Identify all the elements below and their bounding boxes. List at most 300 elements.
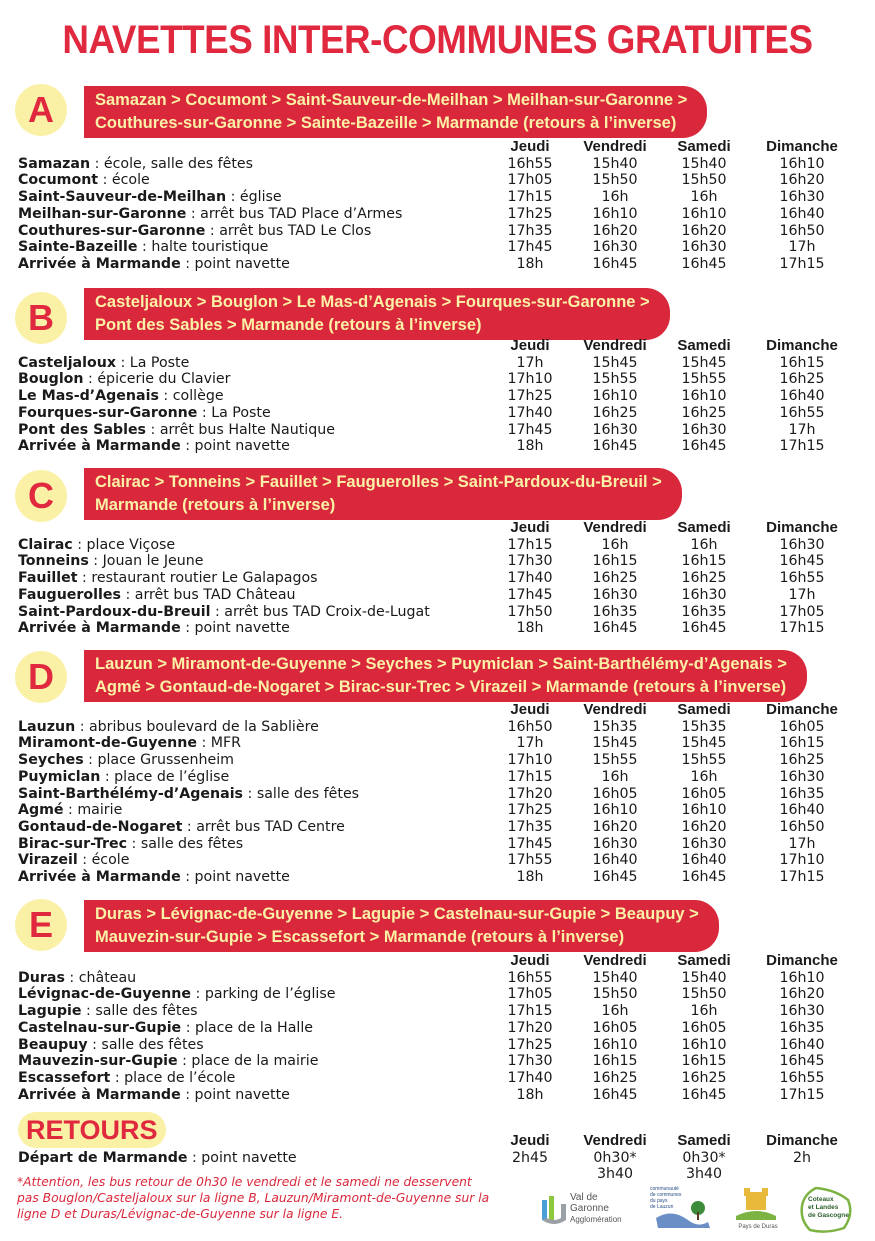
- table-row: [18, 970, 858, 987]
- route-banner: [84, 288, 670, 340]
- stop-name: Pont des Sables: [18, 421, 147, 438]
- time-cell: 15h50: [681, 172, 727, 189]
- schedule-table: [18, 953, 858, 1103]
- communaute-lauzun-logo: [650, 1186, 720, 1232]
- time-cell: 15h40: [592, 155, 638, 172]
- stop-name: Seyches: [18, 752, 84, 769]
- stop-name: Lagupie: [18, 1003, 82, 1020]
- table-row: [18, 256, 858, 273]
- time-cell: 17h45: [507, 586, 553, 603]
- time-cell: 16h25: [592, 570, 638, 587]
- table-row: [18, 1070, 858, 1087]
- day-header: Vendredi: [583, 1132, 647, 1149]
- time-cell: 16h45: [681, 438, 727, 455]
- time-cell: 16h30: [592, 835, 638, 852]
- time-cell: 17h: [788, 586, 816, 603]
- line-letter-badge: B: [15, 292, 67, 344]
- line-letter-badge: C: [15, 470, 67, 522]
- time-cell: 15h55: [681, 752, 727, 769]
- time-cell: 16h: [690, 768, 718, 785]
- time-cell: 17h: [516, 735, 544, 752]
- time-cell: 16h40: [681, 852, 727, 869]
- table-row: [18, 836, 858, 853]
- table-row: [18, 206, 858, 223]
- table-row: [18, 604, 858, 621]
- route-line: Mauvezin-sur-Gupie > Escassefort > Marmande (retours à l’inverse): [95, 928, 625, 946]
- table-row: [18, 172, 858, 189]
- stop-place: : halte touristique: [137, 239, 269, 256]
- time-cell: 15h45: [681, 735, 727, 752]
- table-row: [18, 1053, 858, 1070]
- time-cell: 16h40: [779, 388, 825, 405]
- day-header: Dimanche: [766, 1132, 838, 1149]
- time-cell: 18h: [516, 1086, 544, 1103]
- time-cell: 18h: [516, 255, 544, 272]
- time-cell: 17h25: [507, 1036, 553, 1053]
- time-cell: 16h05: [681, 785, 727, 802]
- time-cell: 16h: [690, 1003, 718, 1020]
- time-cell: 2h: [792, 1149, 812, 1166]
- val-de-garonne-logo: [540, 1192, 630, 1232]
- time-cell: 16h15: [779, 735, 825, 752]
- time-cell: 16h15: [681, 553, 727, 570]
- stop-place: : salle des fêtes: [243, 785, 360, 802]
- stop-place: : salle des fêtes: [81, 1003, 198, 1020]
- time-cell: 16h10: [592, 802, 638, 819]
- stop-name: Clairac: [18, 536, 73, 553]
- time-cell: 17h05: [779, 603, 825, 620]
- table-row: [18, 735, 858, 752]
- stop-place: : point navette: [180, 1086, 290, 1103]
- stop-name: Meilhan-sur-Garonne: [18, 205, 187, 222]
- stop-name: Castelnau-sur-Gupie: [18, 1019, 182, 1036]
- time-cell: 16h30: [592, 239, 638, 256]
- time-cell: 16h30: [592, 586, 638, 603]
- time-cell: 16h10: [681, 802, 727, 819]
- time-cell: 16h: [690, 536, 718, 553]
- route-line: Lauzun > Miramont-de-Guyenne > Seyches > Puymiclan > Saint-Barthélémy-d’Agenais >: [95, 655, 787, 673]
- stop-name: Arrivée à Marmande: [18, 438, 181, 455]
- time-cell: 16h25: [592, 1069, 638, 1086]
- time-cell: 17h15: [779, 1086, 825, 1103]
- logo-text: Agglomération: [570, 1215, 622, 1224]
- table-row: [18, 852, 858, 869]
- day-header: Jeudi: [510, 138, 550, 155]
- time-cell: 16h15: [592, 553, 638, 570]
- time-cell: 16h20: [681, 818, 727, 835]
- day-header: Jeudi: [510, 701, 550, 718]
- time-cell: 16h10: [779, 155, 825, 172]
- stop-name: Virazeil: [18, 852, 78, 869]
- time-cell: 15h40: [681, 155, 727, 172]
- time-cell: 16h30: [779, 536, 825, 553]
- day-header: Jeudi: [510, 952, 550, 969]
- time-cell: 16h30: [779, 768, 825, 785]
- logo-text: du pays: [650, 1198, 668, 1204]
- time-cell: 16h20: [592, 818, 638, 835]
- time-cell: 17h35: [507, 222, 553, 239]
- stop-name: Arrivée à Marmande: [18, 255, 181, 272]
- time-cell: 18h: [516, 438, 544, 455]
- time-cell: 16h45: [592, 869, 638, 886]
- stop-place: : La Poste: [197, 404, 271, 421]
- time-cell: [748, 1166, 856, 1183]
- day-header: Vendredi: [583, 519, 647, 536]
- time-cell: 16h55: [507, 969, 553, 986]
- logo-text: Garonne: [570, 1203, 609, 1214]
- time-cell: 16h25: [681, 570, 727, 587]
- day-header: Vendredi: [583, 952, 647, 969]
- stop-name: Saint-Pardoux-du-Breuil: [18, 603, 211, 620]
- stop-name: Sainte-Bazeille: [18, 239, 138, 256]
- table-row: [18, 388, 858, 405]
- time-cell: 15h50: [681, 986, 727, 1003]
- time-cell: 16h20: [681, 222, 727, 239]
- time-cell: 16h30: [592, 421, 638, 438]
- val-de-garonne-icon: [540, 1194, 568, 1228]
- route-line: Couthures-sur-Garonne > Sainte-Bazeille > Marmande (retours à l’inverse): [95, 114, 677, 132]
- time-cell: 16h50: [779, 818, 825, 835]
- stop-name: Bouglon: [18, 371, 84, 388]
- stop-place: : arrêt bus TAD Château: [120, 586, 296, 603]
- day-header-row: [18, 338, 858, 355]
- stop-name: Le Mas-d’Agenais: [18, 388, 159, 405]
- day-header: Vendredi: [583, 337, 647, 354]
- time-cell: 16h55: [779, 1069, 825, 1086]
- table-row: [18, 719, 858, 736]
- schedule-table: [18, 139, 858, 273]
- table-row: [18, 752, 858, 769]
- logo-text: et Landes: [808, 1204, 839, 1211]
- logo-text: de communes: [650, 1192, 682, 1198]
- pays-de-duras-logo: [736, 1188, 780, 1232]
- time-cell: 16h45: [592, 255, 638, 272]
- time-cell: 17h50: [507, 603, 553, 620]
- stop-name: Casteljaloux: [18, 354, 116, 371]
- time-cell: 17h10: [507, 371, 553, 388]
- time-cell: 17h: [516, 354, 544, 371]
- time-cell: 16h45: [681, 869, 727, 886]
- time-cell: 17h25: [507, 388, 553, 405]
- line-letter-badge: E: [15, 899, 67, 951]
- day-header: Jeudi: [510, 337, 550, 354]
- stop-place: : salle des fêtes: [87, 1036, 204, 1053]
- line-letter-badge: A: [15, 84, 67, 136]
- route-line: Agmé > Gontaud-de-Nogaret > Birac-sur-Trec > Virazeil > Marmande (retours à l’inverse): [95, 678, 787, 696]
- time-cell: 16h55: [779, 570, 825, 587]
- logo-text: de Lauzun: [650, 1204, 674, 1210]
- day-header: Dimanche: [766, 337, 838, 354]
- stop-name: Fauguerolles: [18, 586, 121, 603]
- time-cell: 16h25: [779, 752, 825, 769]
- stop-name: Fauillet: [18, 570, 78, 587]
- time-cell: 16h50: [507, 718, 553, 735]
- day-header: Vendredi: [583, 701, 647, 718]
- day-header-row: [18, 702, 858, 719]
- day-header: Dimanche: [766, 701, 838, 718]
- day-header-row: [18, 953, 858, 970]
- table-row: [18, 355, 858, 372]
- stop-name: Fourques-sur-Garonne: [18, 404, 198, 421]
- time-cell: 16h45: [779, 553, 825, 570]
- time-cell: 3h40: [596, 1166, 634, 1183]
- time-cell: 16h50: [779, 222, 825, 239]
- stop-name: Cocumont: [18, 172, 99, 189]
- time-cell: 17h15: [779, 438, 825, 455]
- stop-place: : place Grussenheim: [83, 752, 234, 769]
- time-cell: 18h: [516, 869, 544, 886]
- time-cell: 16h30: [681, 421, 727, 438]
- schedule-table: [18, 520, 858, 637]
- table-row: [18, 869, 858, 886]
- route-banner: [84, 468, 682, 520]
- time-cell: 16h45: [681, 1086, 727, 1103]
- stop-name: Escassefort: [18, 1069, 111, 1086]
- table-row: [18, 156, 858, 173]
- stop-place: : arrêt bus TAD Le Clos: [205, 222, 372, 239]
- time-cell: 18h: [516, 620, 544, 637]
- line-letter-badge: D: [15, 651, 67, 703]
- route-line: Marmande (retours à l’inverse): [95, 496, 336, 514]
- logo-text: de Gascogne: [808, 1212, 849, 1219]
- stop-place: : point navette: [187, 1149, 297, 1166]
- time-cell: 16h25: [681, 404, 727, 421]
- time-cell: 16h35: [592, 603, 638, 620]
- time-cell: 16h30: [779, 1003, 825, 1020]
- time-cell: 15h55: [592, 371, 638, 388]
- stop-name: Mauvezin-sur-Gupie: [18, 1053, 178, 1070]
- stop-place: : parking de l’église: [191, 986, 336, 1003]
- day-header: Samedi: [677, 337, 731, 354]
- schedule-table: [18, 338, 858, 455]
- table-row: [18, 1020, 858, 1037]
- day-header-row: [18, 1133, 858, 1150]
- time-cell: 16h55: [779, 404, 825, 421]
- stop-place: : place de la Halle: [181, 1019, 314, 1036]
- stop-name: Arrivée à Marmande: [18, 620, 181, 637]
- time-cell: 15h55: [592, 752, 638, 769]
- route-line: Clairac > Tonneins > Fauillet > Fauguerolles > Saint-Pardoux-du-Breuil >: [95, 473, 662, 491]
- stop-name: Birac-sur-Trec: [18, 835, 128, 852]
- time-cell: 16h45: [779, 1053, 825, 1070]
- time-cell: 17h45: [507, 421, 553, 438]
- table-row: [18, 405, 858, 422]
- route-banner: [84, 650, 807, 702]
- table-row: [18, 438, 858, 455]
- time-cell: 15h50: [592, 986, 638, 1003]
- time-cell: 17h: [788, 835, 816, 852]
- time-cell: 17h15: [779, 620, 825, 637]
- partner-logos: [540, 1186, 860, 1234]
- time-cell: [490, 1166, 570, 1183]
- time-cell: 16h35: [681, 603, 727, 620]
- stop-place: : point navette: [180, 255, 290, 272]
- time-cell: 16h10: [681, 205, 727, 222]
- day-header: Samedi: [677, 952, 731, 969]
- route-line: Casteljaloux > Bouglon > Le Mas-d’Agenais > Fourques-sur-Garonne >: [95, 293, 650, 311]
- route-line: Pont des Sables > Marmande (retours à l’inverse): [95, 316, 482, 334]
- time-cell: 16h20: [592, 222, 638, 239]
- time-cell: 16h10: [592, 205, 638, 222]
- time-cell: 16h: [601, 1003, 629, 1020]
- day-header: Samedi: [677, 519, 731, 536]
- time-cell: 16h15: [779, 354, 825, 371]
- stop-place: : école: [77, 852, 130, 869]
- time-cell: 17h40: [507, 404, 553, 421]
- stop-place: : mairie: [63, 802, 123, 819]
- time-cell: 16h05: [592, 1019, 638, 1036]
- stop-place: : point navette: [180, 869, 290, 886]
- stop-place: : arrêt bus TAD Croix-de-Lugat: [210, 603, 430, 620]
- time-cell: 16h: [601, 768, 629, 785]
- stop-place: : Jouan le Jeune: [88, 553, 204, 570]
- table-row: [18, 371, 858, 388]
- route-line: Duras > Lévignac-de-Guyenne > Lagupie > Castelnau-sur-Gupie > Beaupuy >: [95, 905, 699, 923]
- stop-place: : arrêt bus TAD Centre: [182, 818, 345, 835]
- time-cell: 17h15: [779, 869, 825, 886]
- table-row: [18, 189, 858, 206]
- table-row: [18, 570, 858, 587]
- time-cell: 16h45: [592, 1086, 638, 1103]
- time-cell: 17h: [788, 421, 816, 438]
- stop-place: : abribus boulevard de la Sablière: [75, 718, 319, 735]
- time-cell: 15h35: [681, 718, 727, 735]
- time-cell: 16h10: [681, 1036, 727, 1053]
- day-header: Samedi: [677, 1132, 731, 1149]
- table-row: [18, 239, 858, 256]
- time-cell: 17h45: [507, 239, 553, 256]
- day-header: Samedi: [677, 701, 731, 718]
- stop-name: Agmé: [18, 802, 64, 819]
- castle-icon: [736, 1188, 776, 1220]
- stop-name: Beaupuy: [18, 1036, 88, 1053]
- time-cell: 15h45: [592, 735, 638, 752]
- time-cell: 15h50: [592, 172, 638, 189]
- stop-name: Duras: [18, 969, 65, 986]
- time-cell: 16h05: [681, 1019, 727, 1036]
- stop-place: : église: [226, 189, 282, 206]
- day-header: Vendredi: [583, 138, 647, 155]
- time-cell: 0h30*: [593, 1149, 637, 1166]
- stop-place: : place de l’école: [110, 1069, 236, 1086]
- route-line: Samazan > Cocumont > Saint-Sauveur-de-Meilhan > Meilhan-sur-Garonne >: [95, 91, 688, 109]
- time-cell: 17h55: [507, 852, 553, 869]
- time-cell: 17h10: [507, 752, 553, 769]
- schedule-table: [18, 702, 858, 886]
- time-cell: 16h: [690, 189, 718, 206]
- stop-place: : épicerie du Clavier: [83, 371, 231, 388]
- time-cell: 15h45: [592, 354, 638, 371]
- table-row: [18, 786, 858, 803]
- table-row: [18, 1087, 858, 1104]
- time-cell: 17h45: [507, 835, 553, 852]
- logo-text: Pays de Duras: [738, 1224, 778, 1230]
- page-title: NAVETTES INTER-COMMUNES GRATUITES: [62, 18, 813, 62]
- stop-place: : salle des fêtes: [127, 835, 244, 852]
- stop-name: Lauzun: [18, 718, 76, 735]
- route-banner: [84, 900, 719, 952]
- stop-place: : arrêt bus TAD Place d’Armes: [186, 205, 403, 222]
- table-row: [18, 819, 858, 836]
- time-cell: 16h45: [592, 438, 638, 455]
- stop-place: : école: [98, 172, 150, 189]
- time-cell: 16h40: [779, 205, 825, 222]
- day-header: Jeudi: [510, 519, 550, 536]
- table-row: [18, 537, 858, 554]
- day-header: Dimanche: [766, 138, 838, 155]
- stop-name: Couthures-sur-Garonne: [18, 222, 206, 239]
- table-row: [18, 1037, 858, 1054]
- stop-place: : place de l’église: [100, 768, 230, 785]
- stop-name: Départ de Marmande: [18, 1149, 188, 1166]
- time-cell: 16h: [601, 536, 629, 553]
- day-header-row: [18, 139, 858, 156]
- time-cell: 17h05: [507, 172, 553, 189]
- stop-place: : point navette: [180, 620, 290, 637]
- time-cell: 17h20: [507, 785, 553, 802]
- stop-name: Saint-Barthélémy-d’Agenais: [18, 785, 244, 802]
- time-cell: 16h05: [779, 718, 825, 735]
- time-cell: 16h45: [681, 620, 727, 637]
- footnote: *Attention, les bus retour de 0h30 le vendredi et le samedi ne desservent pas Bouglon/Casteljaloux sur la ligne B, Lauzun/Miramont-de-Guyenne sur la ligne D et Duras/Lévignac-de-Guyenne sur la ligne E.: [17, 1175, 490, 1222]
- stop-place: : point navette: [180, 438, 290, 455]
- time-cell: 16h05: [592, 785, 638, 802]
- time-cell: 0h30*: [682, 1149, 726, 1166]
- day-header: Samedi: [677, 138, 731, 155]
- time-cell: 17h15: [507, 536, 553, 553]
- time-cell: 16h10: [592, 388, 638, 405]
- stop-name: Puymiclan: [18, 768, 101, 785]
- table-row: [18, 769, 858, 786]
- time-cell: 17h40: [507, 1069, 553, 1086]
- retours-badge: RETOURS: [18, 1112, 166, 1148]
- time-cell: 17h20: [507, 1019, 553, 1036]
- time-cell: 16h30: [681, 835, 727, 852]
- day-header-row: [18, 520, 858, 537]
- logo-text: Val de: [570, 1192, 598, 1203]
- stop-place: : château: [64, 969, 137, 986]
- time-cell: 17h: [788, 239, 816, 256]
- time-cell: 17h15: [507, 189, 553, 206]
- time-cell: 16h20: [779, 986, 825, 1003]
- time-cell: 17h25: [507, 802, 553, 819]
- time-cell: 16h30: [681, 239, 727, 256]
- time-cell: 17h40: [507, 570, 553, 587]
- stop-name: Arrivée à Marmande: [18, 1086, 181, 1103]
- stop-place: : arrêt bus Halte Nautique: [146, 421, 335, 438]
- time-cell: 16h15: [592, 1053, 638, 1070]
- stop-place: : place de la mairie: [177, 1053, 319, 1070]
- table-row: [18, 587, 858, 604]
- stop-name: Arrivée à Marmande: [18, 869, 181, 886]
- time-cell: 17h15: [507, 768, 553, 785]
- time-cell: 3h40: [685, 1166, 723, 1183]
- time-cell: 17h30: [507, 553, 553, 570]
- time-cell: 15h40: [592, 969, 638, 986]
- table-row: [18, 223, 858, 240]
- coteaux-landes-gascogne-logo: [796, 1186, 856, 1234]
- day-header: Jeudi: [510, 1132, 550, 1149]
- time-cell: 15h40: [681, 969, 727, 986]
- logo-text: Coteaux: [808, 1196, 834, 1203]
- time-cell: 16h40: [779, 802, 825, 819]
- time-cell: 16h30: [681, 586, 727, 603]
- route-banner: [84, 86, 707, 138]
- tree-map-icon: [652, 1200, 712, 1230]
- time-cell: 16h40: [592, 852, 638, 869]
- time-cell: 16h30: [779, 189, 825, 206]
- logo-text: communauté: [650, 1186, 679, 1192]
